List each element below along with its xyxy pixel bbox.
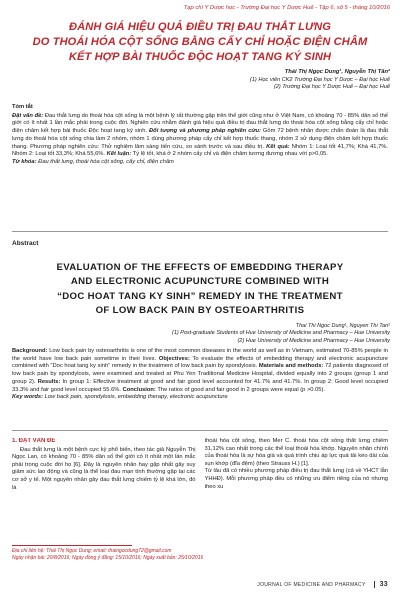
section-divider — [12, 430, 388, 431]
journal-name: JOURNAL OF MEDICINE AND PHARMACY — [257, 581, 366, 588]
objectives-text: To evaluate the effects of embedding therapy and electronic acupuncture combined with “Doc hoat tang ky sinh” remedy in the treatment of low back pain by spondylosis. — [12, 355, 388, 370]
vietnamese-abstract — [12, 104, 388, 167]
contact-line: Địa chỉ liên hệ: Thái Thị Ngọc Dung; email: thaingocdung72@gmail.com — [12, 548, 172, 554]
methods-label: Materials and methods: — [258, 363, 324, 370]
results-text: In group 1: Effective treatment at good and fair good level accounted for 41.7% and 41.7%. In group 2: Good level occupied 33.3% and fair good level occupied 55.6%. — [12, 378, 388, 393]
vietnamese-title-line: ĐÁNH GIÁ HIỆU QUẢ ĐIỀU TRỊ ĐAU THẮT LƯNG — [69, 21, 331, 33]
section-divider — [12, 231, 388, 232]
keywords-label: Từ khóa: — [12, 158, 37, 165]
body-columns — [12, 438, 388, 536]
affiliation-1: (1) Học viên CK2 Trường Đại học Y Dược – Đại học Huế — [249, 76, 390, 83]
abstract-heading: Tóm tắt — [12, 104, 33, 110]
conclusion-text: Tỷ lệ tốt, khá ở 2 nhóm cấy chỉ và điện châm tương đương nhau với p>0,05. — [131, 151, 328, 158]
english-title-line: EVALUATION OF THE EFFECTS OF EMBEDDING THERAPY — [56, 262, 344, 273]
keywords-label: Key words: — [12, 394, 43, 401]
keywords-text: Đau thắt lưng, thoái hóa cột sống, cấy chỉ, điện châm — [36, 158, 174, 165]
results-label: Results: — [37, 378, 61, 385]
keywords-text: Low back pain, spondylosis, embedding therapy, electronic acupuncture — [43, 394, 228, 401]
methods-text: Gồm 72 bệnh nhân được chẩn đoán là đau thắt lưng do thoái hóa cột sống chia làm 2 nhóm, nhóm 1 dùng phương pháp cấy chỉ kết hợp thuốc thang, nhóm 2 sử dụng điện châm kết hợp thuốc thang. Phương pháp nghiên cứu: Thử nghiệm lâm sàng tiến cứu, so sánh trước và sau điều trị. — [12, 128, 388, 150]
background-label: Background: — [12, 348, 48, 354]
results-label: Kết quả: — [266, 143, 290, 150]
author-names: Thái Thị Ngọc Dung¹, Nguyễn Thị Tân² — [284, 69, 390, 75]
body-paragraph: thoái hóa cột sống, theo Mer C. thoái hóa cột sống thắt lưng chiếm 31,12% cao nhất trong các thể loại thoái hóa khớp. Nguyên nhân chính của thoái hóa là sự hóa già và quá trình chịu áp lực quá tải kéo dài của sụn khớp (đĩa đệm) (theo Strauss H.) [1]. Từ lâu đã có nhiều phương pháp điều trị đau thắt lưng (cả về YHCT lẫn YHHĐ). Mỗi phương pháp đều có những ưu điểm riêng của nó nhưng theo xu — [204, 438, 388, 490]
background-text: Đau thắt lưng do thoái hóa cột sống là một bệnh lý rất thường gặp trên thế giới cũng như ở Việt Nam, có khoảng 70 - 85% dân số thế giới có ít nhất 1 lần mắc phải trong cuộc đời. Nghiên cứu nhằm đánh giá hiệu quả điều trị đau thắt lưng do thoái hóa cột sống bằng cấy chỉ hoặc điện châm kết hợp bài thuốc Độc hoạt tang ký sinh. — [12, 112, 388, 135]
english-title-line: AND ELECTRONIC ACUPUNCTURE COMBINED WITH — [70, 276, 330, 288]
english-abstract-heading: Abstract — [12, 240, 39, 247]
body-column-right — [205, 438, 389, 536]
vietnamese-title — [10, 20, 390, 65]
footnote — [12, 548, 212, 562]
conclusion-label: Kết luận: — [106, 151, 132, 158]
vietnamese-authors — [250, 69, 390, 92]
english-abstract — [12, 348, 388, 402]
running-head: Tạp chí Y Dược học - Trường Đại học Y Dược Huế - Tập 6, số 5 - tháng 10/2016 — [183, 5, 390, 11]
conclusion-label: Conclusion: — [122, 386, 156, 393]
vietnamese-title-line: KẾT HỢP BÀI THUỐC ĐỘC HOẠT TANG KÝ SINH — [68, 51, 332, 63]
english-authors — [172, 323, 390, 345]
english-title-line: OF LOW BACK PAIN BY OSTEOARTHRITIS — [95, 305, 305, 317]
page-number: 33 — [374, 581, 388, 588]
section-heading: 1. ĐẶT VẤN ĐỀ — [12, 438, 56, 444]
affiliation-2: (2) Hue University of Medicine and Pharmacy – Hue University — [237, 337, 390, 344]
methods-text: 72 patients diagnosed of low back pain by spondylosis, were examined and treated at Phu Yen Traditional Medicine Hospital, divided equally into 2 groups (group 1 and group 2). — [12, 363, 388, 385]
body-paragraph: Đau thắt lưng là một bệnh cực kỳ phổ biến, theo tác giả Nguyễn Thị Ngọc Lan, có khoảng 70 - 85% dân số thế giới có ít nhất một lần mắc phải trong cuộc đời họ [6]. Đây là nguyên nhân hay gặp nhất gây suy giảm sức lao động và cũng là thể loại đau mạn tính thường gặp tại các cơ sở y tế. Một nguyên nhân gây đau thắt lưng chiếm tỷ lệ khá lớn, đó là — [12, 446, 196, 491]
background-text: Low back pain by osteoarthritis is one of the most common diseases in the world as well as in Vietnam, estimated 70-85% people in the world have low back pain sometime in their lives. — [12, 348, 388, 362]
english-title-line: “DOC HOAT TANG KY SINH” REMEDY IN THE TREATMENT — [57, 290, 343, 302]
results-text: Nhóm 1: Loại tốt 41,7%; Khá 41,7%. Nhóm 2: Loại tốt 33,3%; Khá 55,6%. — [12, 143, 388, 158]
body-column-left — [12, 438, 196, 536]
author-names: Thai Thi Ngoc Dung¹, Nguyen Thi Tan² — [295, 323, 390, 329]
affiliation-1: (1) Post-graduate Students of Hue University of Medicine and Pharmacy – Hue University — [172, 330, 390, 337]
objectives-label: Objectives: — [158, 355, 190, 362]
english-title — [10, 261, 390, 319]
dates-line: Ngày nhận bài: 20/8/2016; Ngày đồng ý đăng: 15/10/2016; Ngày xuất bản: 25/10/2016 — [12, 555, 204, 562]
methods-label: Đối tượng và phương pháp nghiên cứu: — [149, 128, 261, 135]
background-label: Đặt vấn đề: — [12, 112, 44, 119]
page-footer — [257, 581, 388, 588]
vietnamese-title-line: DO THOÁI HÓA CỘT SỐNG BẰNG CẤY CHỈ HOẶC ĐIỆN CHÂM — [32, 36, 368, 48]
footnote-divider — [12, 545, 132, 546]
conclusion-text: The ratios of good and fair good in 2 groups were equal (p >0.05). — [155, 386, 326, 393]
affiliation-2: (2) Trường Đại học Y Dược Huế – Đại học Huế — [273, 84, 390, 91]
